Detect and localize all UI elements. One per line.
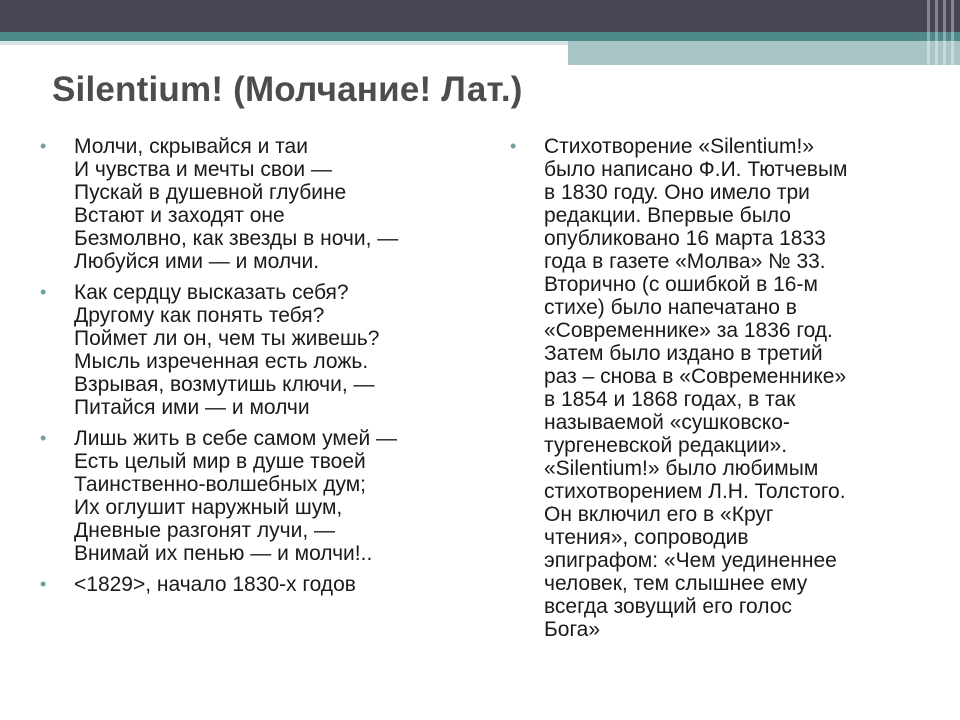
poem-line: Взрывая, возмутишь ключи, — [74, 373, 375, 396]
poem-line: Поймет ли он, чем ты живешь? [74, 327, 380, 350]
poem-line: Таинственно-волшебных дум; [74, 473, 367, 496]
accent-line [0, 32, 960, 41]
poem-line: Их оглушит наружный шум, [74, 496, 343, 519]
bullet-icon: • [510, 136, 517, 156]
header-bar [0, 0, 960, 32]
history-text: Стихотворение «Silentium!» было написано Ф.И. Тютчевым в 1830 году. Оно имело три редакции. Впервые было опубликовано 16 марта 1833 года в газете «Молва» № 33. Вторично (с ошибкой в 16-м стихе) было напечатано в «Современнике» за 1836 год. Затем было издано в третий раз – снова в «Современнике» в 1854 и 1868 годах, в так называемой «сушковско- тургеневской редакции». «Silentium!» было любимым стихотворением Л.Н. Толстого. Он включил его в «Круг чтения», сопроводив эпиграфом: «Чем уединеннее человек, тем слышнее ему всегда зовущий его голос Бога» [544, 135, 848, 641]
accent-light-block [568, 41, 960, 65]
poem-line: Дневные разгонят лучи, — [74, 519, 336, 542]
bullet-icon: • [40, 136, 47, 156]
poem-line: Встают и заходят оне [74, 204, 285, 227]
bullet-icon: • [40, 574, 47, 594]
history-column [508, 135, 908, 649]
poem-line: Как сердцу высказать себя? [74, 281, 349, 304]
poem-line: Пускай в душевной глубине [74, 181, 347, 204]
bullet-icon: • [40, 282, 47, 302]
poem-list [38, 135, 468, 596]
list-item [508, 135, 908, 641]
poem-line: Питайся ими — и молчи [74, 396, 310, 419]
poem-line: Молчи, скрывайся и таи [74, 135, 308, 158]
list-item [38, 135, 468, 273]
poem-line: И чувства и мечты свои — [74, 158, 332, 181]
list-item [38, 281, 468, 419]
bullet-icon: • [40, 428, 47, 448]
poem-line: Внимай их пенью — и молчи!.. [74, 542, 373, 565]
poem-line: Лишь жить в себе самом умей — [74, 427, 398, 450]
poem-line: Другому как понять тебя? [74, 304, 325, 327]
poem-line: Безмолвно, как звезды в ночи, — [74, 227, 399, 250]
list-item [38, 427, 468, 565]
poem-line: Любуйся ими — и молчи. [74, 250, 320, 273]
history-list [508, 135, 908, 641]
accent-thin-line [0, 41, 568, 45]
list-item [38, 573, 468, 596]
poem-line: Есть целый мир в душе твоей [74, 450, 366, 473]
slide-title: Silentium! (Молчание! Лат.) [52, 70, 523, 109]
poem-date: <1829>, начало 1830-х годов [74, 573, 356, 596]
poem-line: Мысль изреченная есть ложь. [74, 350, 369, 373]
poem-column [38, 135, 468, 604]
corner-stripes [920, 0, 960, 65]
